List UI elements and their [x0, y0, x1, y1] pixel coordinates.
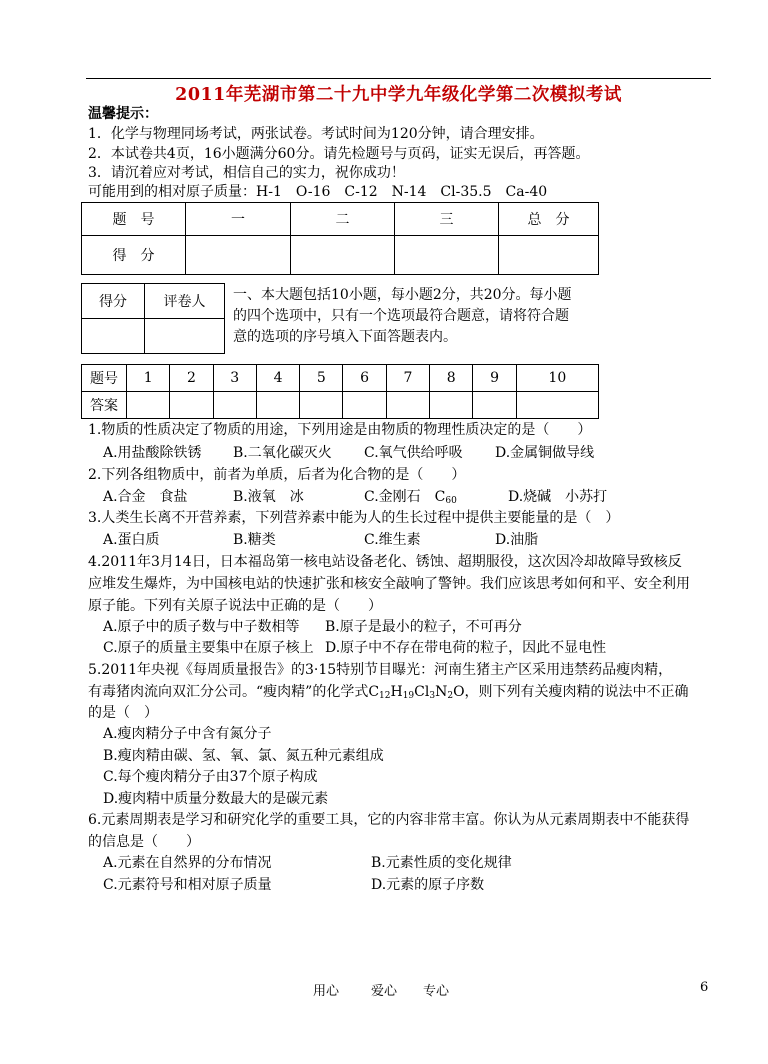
question-stem-line: 5.2011年央视《每周质量报告》的3·15特别节目曝光：河南生猪主产区采用违禁药品瘦肉精，	[88, 662, 673, 678]
score-header: 三	[395, 203, 499, 236]
section-line: 一、本大题包括10小题，每小题2分，共20分。每小题	[233, 287, 572, 303]
grader-score-cell[interactable]	[82, 319, 145, 354]
score-table	[81, 202, 599, 275]
option-b: B.糖类	[233, 532, 276, 548]
option-b: B.瘦肉精由碳、氢、氧、氯、氮五种元素组成	[103, 748, 384, 764]
score-header: 总 分	[499, 203, 599, 236]
answer-number: 4	[256, 365, 299, 392]
option-c: C.每个瘦肉精分子由37个原子构成	[103, 769, 318, 785]
exam-title: 2011年芜湖市第二十九中学九年级化学第二次模拟考试	[175, 85, 622, 105]
option-d: D.原子中不存在带电荷的粒子，因此不显电性	[325, 640, 607, 656]
question-stem: 1.物质的性质决定了物质的用途，下列用途是由物质的物理性质决定的是（ ）	[88, 422, 592, 438]
question-stem: 3.人类生长离不开营养素，下列营养素中能为人的生长过程中提供主要能量的是（ ）	[88, 510, 620, 526]
score-header: 二	[291, 203, 395, 236]
tips-heading: 温馨提示：	[88, 106, 158, 122]
option-b: B.原子是最小的粒子，不可再分	[325, 619, 522, 635]
score-row-label: 得 分	[82, 236, 186, 275]
answer-number: 5	[300, 365, 343, 392]
question-stem-line: 原子能。下列有关原子说法中正确的是（ ）	[88, 598, 382, 614]
answer-number: 2	[170, 365, 213, 392]
option-d: D.烧碱 小苏打	[508, 489, 608, 505]
answer-cell[interactable]	[516, 392, 598, 419]
answer-cell[interactable]	[127, 392, 170, 419]
score-header: 题 号	[82, 203, 186, 236]
score-cell[interactable]	[499, 236, 599, 275]
score-header: 一	[186, 203, 291, 236]
option-d: D.金属铜做导线	[495, 445, 595, 461]
header-rule	[86, 78, 711, 79]
footer-motto: 专心	[423, 984, 450, 999]
answer-table-label: 题号	[82, 365, 127, 392]
grader-name-label: 评卷人	[145, 284, 225, 319]
option-a: A.蛋白质	[103, 532, 160, 548]
grader-table	[81, 283, 225, 354]
answer-number: 7	[386, 365, 429, 392]
grader-name-cell[interactable]	[145, 319, 225, 354]
section-instructions	[233, 285, 605, 348]
question-stem-line: 有毒猪肉流向双汇分公司。“瘦肉精”的化学式$C_{12}H_{19}Cl_3N_2O$，则下列有关瘦肉精的说法中不正确	[88, 684, 689, 701]
option-a: A.原子中的质子数与中子数相等	[103, 619, 300, 635]
answer-number: 10	[516, 365, 598, 392]
option-a: A.元素在自然界的分布情况	[103, 855, 272, 871]
answer-number: 8	[430, 365, 473, 392]
section-line: 的四个选项中，只有一个选项最符合题意，请将符合题	[233, 308, 569, 324]
option-c: C.氧气供给呼吸	[364, 445, 463, 461]
answer-number: 1	[127, 365, 170, 392]
answer-table	[81, 364, 599, 419]
option-d: D.瘦肉精中质量分数最大的是碳元素	[103, 791, 329, 807]
question-stem-line: 4.2011年3月14日，日本福岛第一核电站设备老化、锈蚀、超期服役，这次因冷却故障导致核反	[88, 554, 682, 570]
option-b: B.液氧 冰	[233, 489, 304, 505]
question-stem-line: 的信息是（ ）	[88, 834, 200, 850]
option-c: C.金刚石 $C_{60}$	[364, 489, 457, 506]
footer-motto: 爱心	[371, 984, 398, 999]
answer-cell[interactable]	[213, 392, 256, 419]
option-a: A.用盐酸除铁锈	[103, 445, 202, 461]
answer-cell[interactable]	[300, 392, 343, 419]
answer-cell[interactable]	[386, 392, 429, 419]
tip-item: 3．请沉着应对考试，相信自己的实力，祝你成功！	[88, 165, 405, 181]
answer-cell[interactable]	[170, 392, 213, 419]
question-stem-line: 应堆发生爆炸，为中国核电站的快速扩张和核安全敲响了警钟。我们应该思考如何和平、安全利用	[88, 576, 690, 592]
tip-item: 2．本试卷共4页，16小题满分60分。请先检题号与页码，证实无误后，再答题。	[88, 146, 590, 162]
tip-item: 1．化学与物理同场考试，两张试卷。考试时间为120分钟，请合理安排。	[88, 126, 544, 142]
answer-cell[interactable]	[473, 392, 516, 419]
score-cell[interactable]	[291, 236, 395, 275]
option-d: D.油脂	[495, 532, 539, 548]
answer-table-label: 答案	[82, 392, 127, 419]
option-a: A.合金 食盐	[103, 489, 188, 505]
question-stem: 2.下列各组物质中，前者为单质，后者为化合物的是（ ）	[88, 467, 466, 483]
page-number: 6	[700, 980, 709, 995]
option-b: B.二氧化碳灭火	[233, 445, 332, 461]
grader-score-label: 得分	[82, 284, 145, 319]
option-c: C.元素符号和相对原子质量	[103, 877, 272, 893]
answer-number: 9	[473, 365, 516, 392]
answer-number: 6	[343, 365, 386, 392]
answer-cell[interactable]	[430, 392, 473, 419]
footer-motto: 用心	[313, 984, 340, 999]
option-c: C.原子的质量主要集中在原子核上	[103, 640, 314, 656]
answer-cell[interactable]	[343, 392, 386, 419]
answer-number: 3	[213, 365, 256, 392]
score-cell[interactable]	[186, 236, 291, 275]
section-line: 意的选项的序号填入下面答题表内。	[233, 329, 457, 345]
question-stem-line: 6.元素周期表是学习和研究化学的重要工具，它的内容非常丰富。你认为从元素周期表中不能获得	[88, 812, 690, 828]
atomic-mass-note: 可能用到的相对原子质量：H-1 O-16 C-12 N-14 Cl-35.5 Ca-40	[88, 184, 548, 200]
option-d: D.元素的原子序数	[371, 877, 485, 893]
option-b: B.元素性质的变化规律	[371, 855, 512, 871]
answer-cell[interactable]	[256, 392, 299, 419]
question-stem-line: 的是（ ）	[88, 705, 158, 721]
score-cell[interactable]	[395, 236, 499, 275]
option-c: C.维生素	[364, 532, 421, 548]
option-a: A.瘦肉精分子中含有氮分子	[103, 726, 272, 742]
